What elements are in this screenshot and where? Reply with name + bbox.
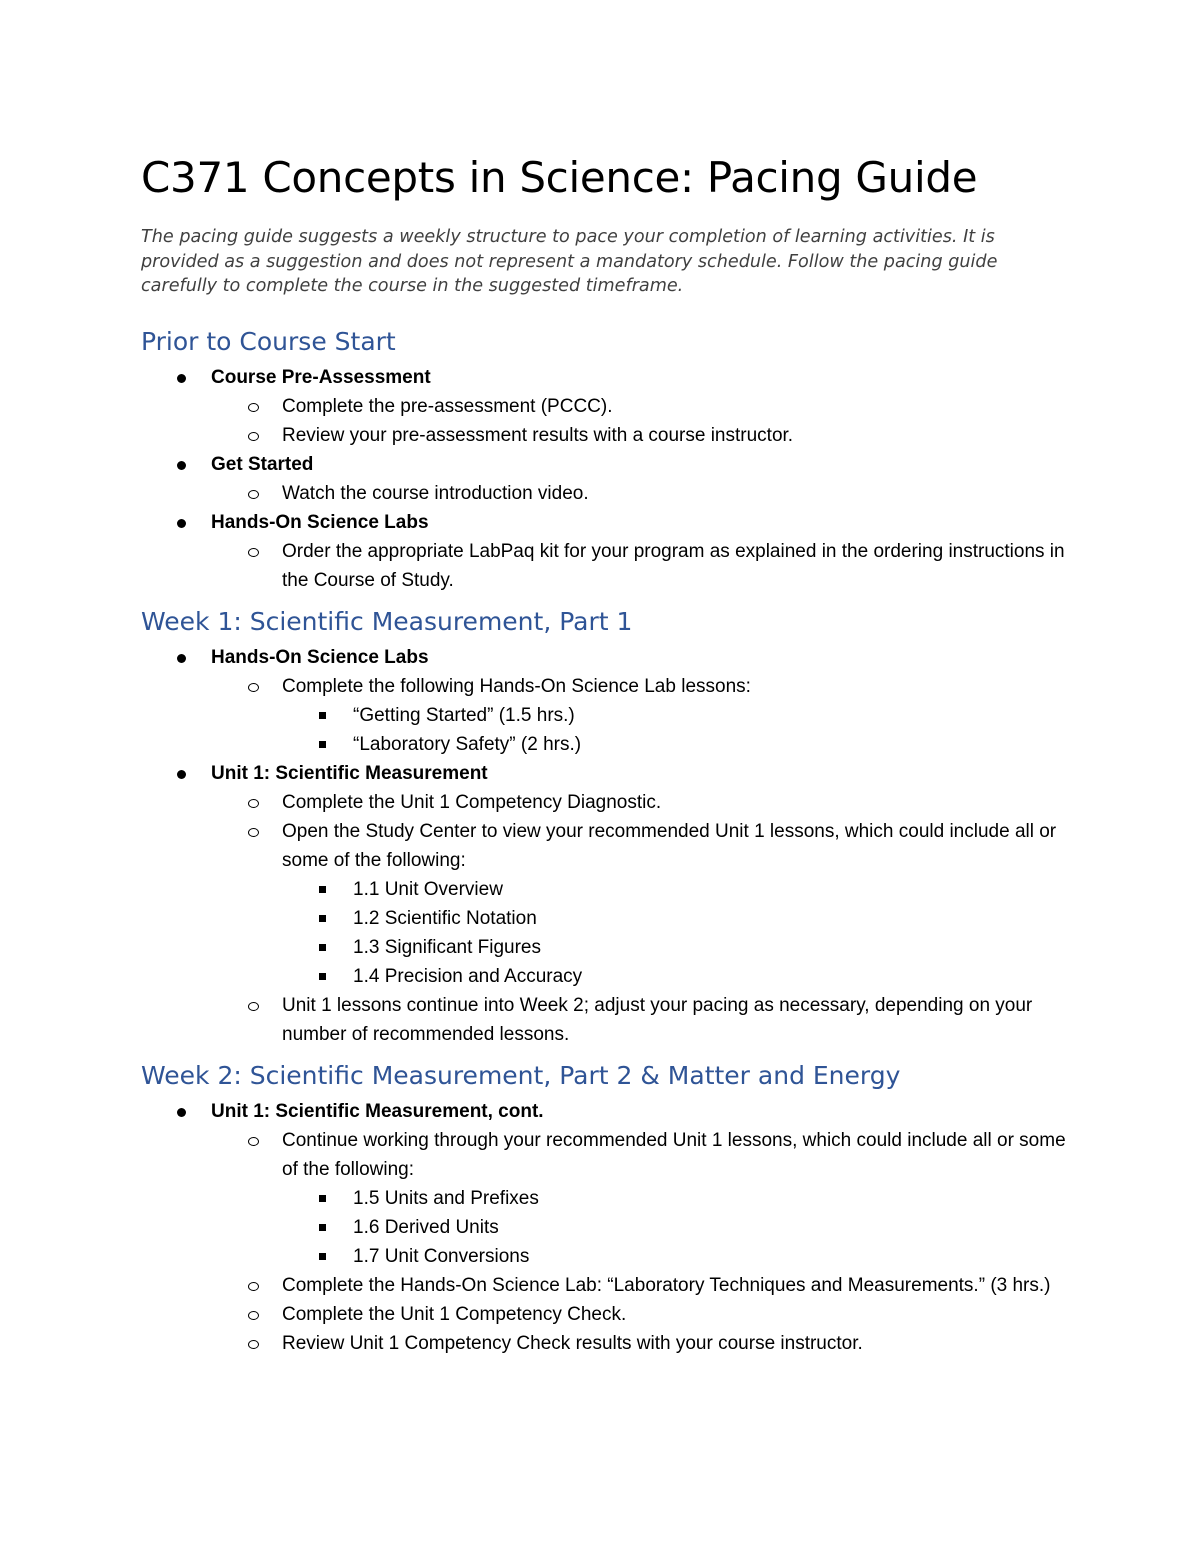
nested-list-item (141, 701, 1071, 730)
nested-list-item (141, 1213, 1071, 1242)
sub-list-item (141, 1271, 1071, 1300)
section (141, 1058, 1071, 1358)
document-page (141, 148, 1071, 1367)
filled-circle-bullet-icon (177, 770, 186, 779)
hollow-circle-bullet-icon (248, 548, 259, 557)
nested-list-item-text: 1.3 Significant Figures (353, 936, 541, 958)
sub-list-item-text: Complete the following Hands-On Science Lab lessons: (282, 675, 751, 697)
nested-list (282, 875, 1071, 991)
sub-list-item-text: Order the appropriate LabPaq kit for your program as explained in the ordering instructions in the Course of Study. (282, 540, 1065, 591)
sub-list-item (141, 788, 1071, 817)
sub-list-item-text: Complete the Unit 1 Competency Check. (282, 1303, 627, 1325)
bullet-list (141, 1097, 1071, 1358)
list-item (141, 759, 1071, 1049)
sub-list-item (141, 1300, 1071, 1329)
square-bullet-icon (319, 886, 326, 893)
hollow-circle-bullet-icon (248, 799, 259, 808)
sub-list-item (141, 1329, 1071, 1358)
sub-list-item-text: Unit 1 lessons continue into Week 2; adjust your pacing as necessary, depending on your number of recommended lessons. (282, 994, 1033, 1045)
square-bullet-icon (319, 1224, 326, 1231)
sub-list-item (141, 1126, 1071, 1271)
list-item-label: Course Pre-Assessment (211, 366, 431, 388)
nested-list-item-text: 1.1 Unit Overview (353, 878, 503, 900)
sub-list-item (141, 392, 1071, 421)
sub-list-item-text: Review Unit 1 Competency Check results with your course instructor. (282, 1332, 863, 1354)
sub-list-item-text: Review your pre-assessment results with a course instructor. (282, 424, 794, 446)
nested-list-item (141, 962, 1071, 991)
sub-list-item-text: Complete the pre-assessment (PCCC). (282, 395, 613, 417)
sub-list-item-text: Continue working through your recommended Unit 1 lessons, which could include all or some of the following: (282, 1129, 1066, 1180)
nested-list-item (141, 1242, 1071, 1271)
nested-list-item-text: 1.2 Scientific Notation (353, 907, 537, 929)
nested-list-item (141, 933, 1071, 962)
list-item-label: Unit 1: Scientific Measurement (211, 762, 488, 784)
sub-list-item (141, 421, 1071, 450)
section (141, 324, 1071, 595)
list-item (141, 643, 1071, 759)
nested-list-item (141, 875, 1071, 904)
list-item-label: Unit 1: Scientific Measurement, cont. (211, 1100, 544, 1122)
list-item-label: Hands-On Science Labs (211, 646, 429, 668)
sub-list-item (141, 537, 1071, 595)
hollow-circle-bullet-icon (248, 1137, 259, 1146)
hollow-circle-bullet-icon (248, 1282, 259, 1291)
square-bullet-icon (319, 712, 326, 719)
list-item-label: Hands-On Science Labs (211, 511, 429, 533)
nested-list-item (141, 1184, 1071, 1213)
hollow-circle-bullet-icon (248, 1002, 259, 1011)
square-bullet-icon (319, 973, 326, 980)
sub-list-item-text: Complete the Unit 1 Competency Diagnostic. (282, 791, 662, 813)
list-item (141, 1097, 1071, 1358)
section (141, 604, 1071, 1049)
nested-list-item-text: “Getting Started” (1.5 hrs.) (353, 704, 575, 726)
page-title: C371 Concepts in Science: Pacing Guide (141, 153, 978, 202)
sub-list-item (141, 817, 1071, 991)
hollow-circle-bullet-icon (248, 1340, 259, 1349)
sub-list (211, 788, 1071, 1049)
filled-circle-bullet-icon (177, 519, 186, 528)
nested-list-item-text: 1.6 Derived Units (353, 1216, 499, 1238)
nested-list-item (141, 730, 1071, 759)
sub-list-item (141, 479, 1071, 508)
hollow-circle-bullet-icon (248, 432, 259, 441)
hollow-circle-bullet-icon (248, 403, 259, 412)
nested-list (282, 1184, 1071, 1271)
sub-list-item (141, 672, 1071, 759)
filled-circle-bullet-icon (177, 461, 186, 470)
nested-list-item-text: 1.5 Units and Prefixes (353, 1187, 539, 1209)
nested-list-item-text: “Laboratory Safety” (2 hrs.) (353, 733, 582, 755)
nested-list-item-text: 1.4 Precision and Accuracy (353, 965, 583, 987)
sub-list-item (141, 991, 1071, 1049)
bullet-list (141, 363, 1071, 595)
nested-list-item (141, 904, 1071, 933)
intro-paragraph: The pacing guide suggests a weekly structure to pace your completion of learning activities. It is provided as a suggestion and does not represent a mandatory schedule. Follow the pacing guide carefully to complete the course in the suggested timeframe. (141, 227, 998, 296)
sub-list-item-text: Watch the course introduction video. (282, 482, 589, 504)
sub-list (211, 392, 1071, 450)
square-bullet-icon (319, 741, 326, 748)
bullet-list (141, 643, 1071, 1049)
hollow-circle-bullet-icon (248, 1311, 259, 1320)
square-bullet-icon (319, 1195, 326, 1202)
square-bullet-icon (319, 1253, 326, 1260)
list-item (141, 508, 1071, 595)
sub-list-item-text: Complete the Hands-On Science Lab: “Laboratory Techniques and Measurements.” (3 hrs.) (282, 1274, 1051, 1296)
sub-list (211, 672, 1071, 759)
square-bullet-icon (319, 944, 326, 951)
sub-list (211, 537, 1071, 595)
filled-circle-bullet-icon (177, 654, 186, 663)
section-heading: Week 1: Scientific Measurement, Part 1 (141, 606, 633, 636)
sub-list (211, 479, 1071, 508)
section-heading: Week 2: Scientific Measurement, Part 2 & Matter and Energy (141, 1060, 901, 1090)
hollow-circle-bullet-icon (248, 828, 259, 837)
filled-circle-bullet-icon (177, 374, 186, 383)
list-item (141, 450, 1071, 508)
sub-list (211, 1126, 1071, 1358)
hollow-circle-bullet-icon (248, 490, 259, 499)
nested-list-item-text: 1.7 Unit Conversions (353, 1245, 530, 1267)
list-item-label: Get Started (211, 453, 314, 475)
hollow-circle-bullet-icon (248, 683, 259, 692)
square-bullet-icon (319, 915, 326, 922)
filled-circle-bullet-icon (177, 1108, 186, 1117)
list-item (141, 363, 1071, 450)
sections-container (141, 324, 1071, 1358)
nested-list (282, 701, 1071, 759)
sub-list-item-text: Open the Study Center to view your recommended Unit 1 lessons, which could include all or some of the following: (282, 820, 1057, 871)
section-heading: Prior to Course Start (141, 326, 396, 356)
